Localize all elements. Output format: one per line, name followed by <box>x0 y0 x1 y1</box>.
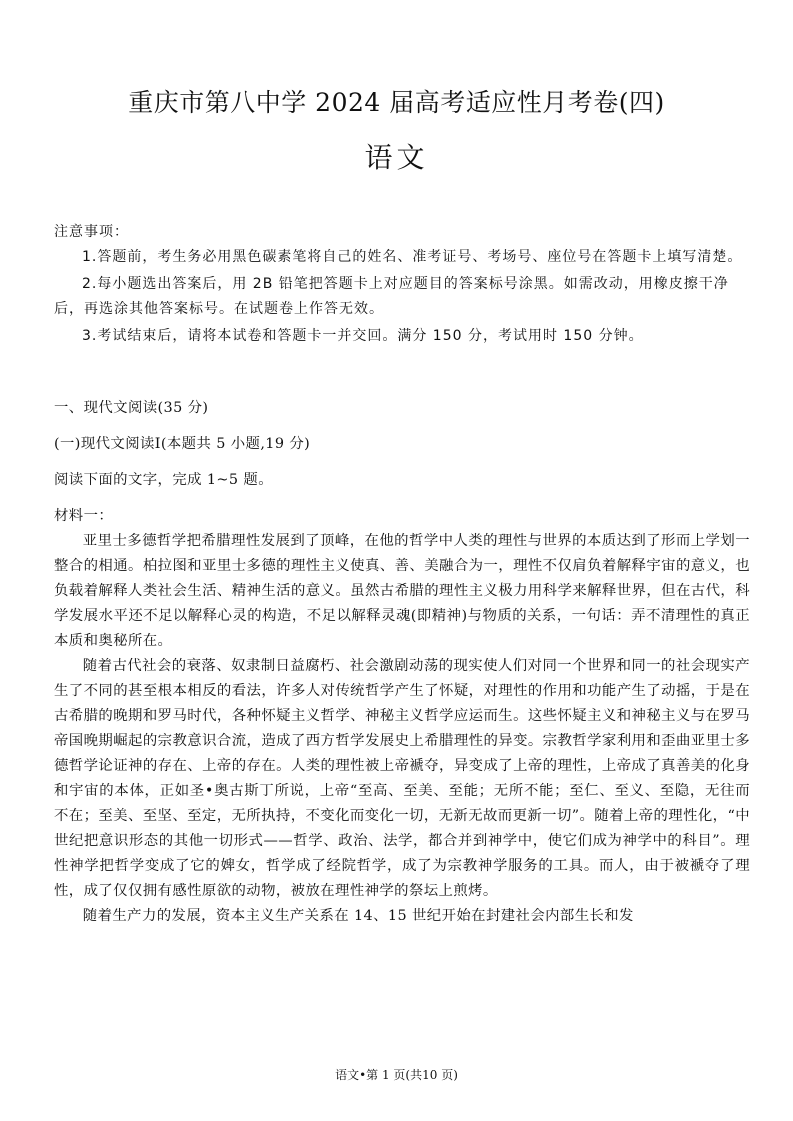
material-paragraph-3: 随着生产力的发展，资本主义生产关系在 14、15 世纪开始在封建社会内部生长和发 <box>82 908 634 924</box>
section-title: 一、现代文阅读(35 分) <box>54 400 209 416</box>
material-paragraph-1: 亚里士多德哲学把希腊理性发展到了顶峰，在他的哲学中人类的理性与世界的本质达到了形而上学划一整合的相通。柏拉图和亚里士多德的理性主义使真、善、美融合为一，理性不仅肩负着解释宇宙的意义，也负载着解释人类社会生活、精神生活的意义。虽然古希腊的理性主义极力用科学来解释世界，但在古代，科学发展水平还不足以解释心灵的构造，不足以解释灵魂(即精神)与物质的关系，一句话：弄不清理性的真正本质和奥秘所在。 <box>54 533 750 649</box>
material-label: 材料一： <box>54 508 114 524</box>
page-footer: 语文•第 1 页(共10 页) <box>335 1068 458 1082</box>
section-instruction: 阅读下面的文字，完成 1~5 题。 <box>54 472 274 488</box>
notice-heading: 注意事项： <box>54 224 129 240</box>
material-paragraph-2: 随着古代社会的衰落、奴隶制日益腐朽、社会激剧动荡的现实使人们对同一个世界和同一的社会现实产生了不同的甚至根本相反的看法，许多人对传统哲学产生了怀疑，对理性的作用和功能产生了动摇，于是在古希腊的晚期和罗马时代，各种怀疑主义哲学、神秘主义哲学应运而生。这些怀疑主义和神秘主义与在罗马帝国晚期崛起的宗教意识合流，造成了西方哲学发展史上希腊理性的异变。宗教哲学家利用和歪曲亚里士多德哲学论证神的存在、上帝的存在。人类的理性被上帝褫夺，异变成了上帝的理性，上帝成了真善美的化身和宇宙的本体，正如圣•奥古斯丁所说，上帝“至高、至美、至能；无所不能；至仁、至义、至隐，无往而不在；至美、至坚、至定，无所执持，不变化而变化一切，无新无故而更新一切”。随着上帝的理性化，“中世纪把意识形态的其他一切形式——哲学、政治、法学，都合并到神学中，使它们成为神学中的科目”。理性神学把哲学变成了它的婢女，哲学成了经院哲学，成了为宗教神学服务的工具。而人，由于被褫夺了理性，成了仅仅拥有感性原欲的动物，被放在理性神学的祭坛上煎烤。 <box>54 658 750 899</box>
reading-section <box>54 396 750 929</box>
section-subtitle: (一)现代文阅读Ⅰ(本题共 5 小题,19 分) <box>54 436 311 452</box>
exam-title: 重庆市第八中学 2024 届高考适应性月考卷(四) <box>128 88 665 117</box>
notice-section <box>54 220 748 351</box>
notice-item-3: 3.考试结束后，请将本试卷和答题卡一并交回。满分 150 分，考试用时 150 分钟。 <box>82 328 644 344</box>
notice-item-2: 2.每小题选出答案后，用 2B 铅笔把答题卡上对应题目的答案标号涂黑。如需改动，用橡皮擦干净后，再选涂其他答案标号。在试题卷上作答无效。 <box>54 276 729 317</box>
notice-item-1: 1.答题前，考生务必用黑色碳素笔将自己的姓名、准考证号、考场号、座位号在答题卡上填写清楚。 <box>82 249 743 265</box>
subject-title: 语文 <box>364 141 429 174</box>
